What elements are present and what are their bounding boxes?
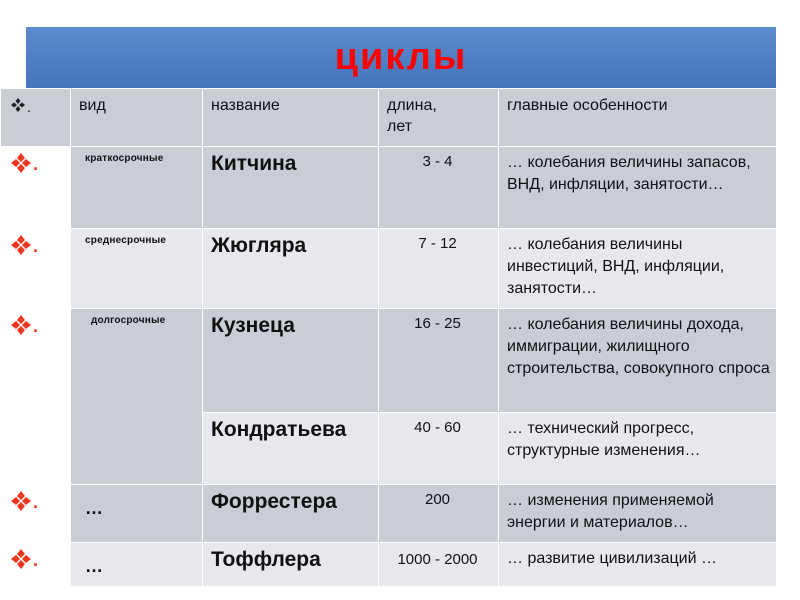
row-length: 40 - 60 xyxy=(379,413,499,485)
row-bullet-cell xyxy=(1,147,71,229)
four-diamond-bullet-icon xyxy=(11,549,31,569)
four-diamond-bullet-icon xyxy=(11,235,31,255)
row-length: 1000 - 2000 xyxy=(379,543,499,587)
row-length: 16 - 25 xyxy=(379,309,499,413)
row-type: … xyxy=(71,543,203,587)
row-name: Форрестера xyxy=(203,485,379,543)
header-length: длина, лет xyxy=(379,89,499,147)
row-bullet-cell xyxy=(1,309,71,485)
row-features: … технический прогресс, структурные изменения… xyxy=(499,413,777,485)
row-length: 3 - 4 xyxy=(379,147,499,229)
row-name: Кондратьева xyxy=(203,413,379,485)
title-bar xyxy=(26,27,776,88)
four-diamond-bullet-icon xyxy=(11,491,31,511)
row-type: долгосрочные xyxy=(71,309,203,485)
header-bullet-cell xyxy=(1,89,71,147)
four-diamond-bullet-icon xyxy=(11,315,31,335)
row-length: 200 xyxy=(379,485,499,543)
row-bullet: . xyxy=(1,229,70,255)
row-name: Китчина xyxy=(203,147,379,229)
four-diamond-bullet-icon xyxy=(11,98,25,112)
table-row xyxy=(1,147,777,229)
header-bullet: . xyxy=(1,89,70,116)
row-bullet-cell xyxy=(1,229,71,309)
cycles-table xyxy=(0,88,777,587)
row-bullet-cell xyxy=(1,485,71,543)
header-features: главные особенности xyxy=(499,89,777,147)
row-bullet-cell xyxy=(1,543,71,587)
row-type: среднесрочные xyxy=(71,229,203,309)
row-bullet: . xyxy=(1,543,70,569)
page-title: циклы xyxy=(334,36,468,78)
row-name: Кузнеца xyxy=(203,309,379,413)
row-bullet: . xyxy=(1,309,70,335)
table-header-row xyxy=(1,89,777,147)
header-name: название xyxy=(203,89,379,147)
row-name: Тоффлера xyxy=(203,543,379,587)
row-features: … изменения применяемой энергии и материалов… xyxy=(499,485,777,543)
row-features: … колебания величины дохода, иммиграции, жилищного строительства, совокупного спроса xyxy=(499,309,777,413)
row-features: … колебания величины запасов, ВНД, инфляции, занятости… xyxy=(499,147,777,229)
row-features: … колебания величины инвестиций, ВНД, инфляции, занятости… xyxy=(499,229,777,309)
table-row xyxy=(1,309,777,413)
table-row xyxy=(1,543,777,587)
row-length: 7 - 12 xyxy=(379,229,499,309)
table-row xyxy=(1,485,777,543)
row-type: … xyxy=(71,485,203,543)
table-row xyxy=(1,229,777,309)
four-diamond-bullet-icon xyxy=(11,153,31,173)
row-bullet: . xyxy=(1,147,70,173)
row-bullet: . xyxy=(1,485,70,511)
row-features: … развитие цивилизаций … xyxy=(499,543,777,587)
header-type: вид xyxy=(71,89,203,147)
row-type: краткосрочные xyxy=(71,147,203,229)
row-name: Жюгляра xyxy=(203,229,379,309)
